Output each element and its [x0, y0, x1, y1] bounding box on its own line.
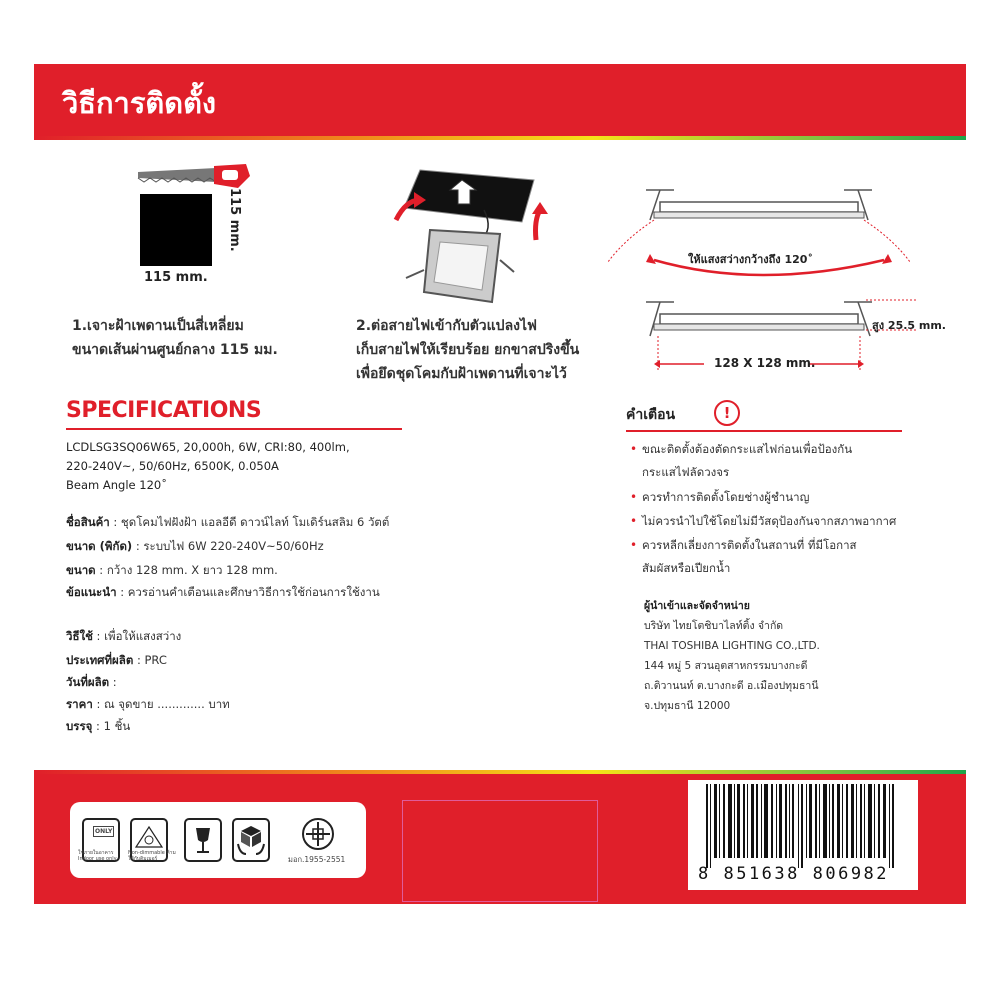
indoor-use-label: ใช้ภายในอาคาร Indoor use only	[78, 850, 117, 862]
exclamation-icon: !	[714, 400, 740, 426]
info-row: วันที่ผลิต :	[66, 675, 117, 689]
registration-mark-box	[402, 800, 598, 902]
step-2-line-3: เพื่อยึดชุดโคมกับฝ้าเพดานที่เจาะไว้	[356, 366, 567, 382]
size-label: 128 X 128 mm.	[714, 356, 816, 370]
fragile-glass-icon	[184, 818, 222, 862]
distributor-line: 144 หมู่ 5 สวนอุตสาหกรรมบางกะดี	[644, 660, 808, 672]
step-1-line-2: ขนาดเส้นผ่านศูนย์กลาง 115 มม.	[72, 342, 278, 358]
distributor-line: บริษัท ไทยโตชิบาไลท์ติ้ง จำกัด	[644, 620, 784, 632]
info-row: ขนาด : กว้าง 128 mm. X ยาว 128 mm.	[66, 563, 278, 577]
warning-item: • ควรหลีกเลี่ยงการติดตั้งในสถานที่ ที่มีโอกาส สัมผัสหรือเปียกน้ำ	[630, 538, 857, 575]
step-1-text	[72, 314, 278, 362]
tis-standard-icon	[300, 816, 336, 852]
rainbow-strip-top	[34, 136, 966, 140]
hole-height-label: 115 mm.	[227, 188, 242, 252]
non-dimmable-label: Non-dimmable ห้ามใช้กับดิมเมอร์	[128, 850, 176, 862]
step-2-line-2: เก็บสายไฟให้เรียบร้อย ยกขาสปริงขึ้น	[356, 342, 580, 358]
info-row: ข้อแนะนำ : ควรอ่านคำเตือนและศึกษาวิธีการใช้ก่อนการใช้งาน	[66, 585, 380, 599]
tis-number: มอก.1955-2551	[288, 855, 346, 864]
info-row: วิธีใช้ : เพื่อให้แสงสว่าง	[66, 629, 182, 643]
warning-item: • ควรทำการติดตั้งโดยช่างผู้ชำนาญ	[630, 490, 810, 504]
page-title: วิธีการติดตั้ง	[62, 86, 217, 120]
step-2-text	[356, 314, 579, 386]
info-row: ชื่อสินค้า : ชุดโคมไฟฝังฝ้า แอลอีดี ดาวน์ไลท์ โมเดิร์นสลิม 6 วัตต์	[66, 515, 390, 529]
handle-with-care-icon	[232, 818, 270, 862]
warning-item: • ไม่ควรนำไปใช้โดยไม่มีวัสดุป้องกันจากสภาพอากาศ	[630, 514, 897, 528]
indoor-use-icon: ONLY	[82, 818, 120, 862]
specifications-title: SPECIFICATIONS	[66, 398, 262, 423]
specifications-divider	[66, 428, 402, 430]
spec-line-3: Beam Angle 120˚	[66, 478, 167, 492]
step-2-line-1: 2.ต่อสายไฟเข้ากับตัวแปลงไฟ	[356, 318, 537, 334]
distributor-title: ผู้นำเข้าและจัดจำหน่าย	[644, 600, 750, 612]
beam-angle-label: ให้แสงสว่างกว้างถึง 120˚	[688, 253, 813, 266]
step-1-line-1: 1.เจาะฝ้าเพดานเป็นสี่เหลี่ยม	[72, 318, 244, 334]
warning-title: คำเตือน	[626, 407, 676, 423]
cutout-square-illustration	[140, 194, 212, 266]
hole-width-label: 115 mm.	[144, 270, 208, 285]
barcode-icon	[688, 784, 918, 868]
warning-divider	[626, 430, 902, 432]
info-row: ขนาด (พิกัด) : ระบบไฟ 6W 220-240V~50/60Hz	[66, 539, 324, 553]
spec-line-1: LCDLSG3SQ06W65, 20,000h, 6W, CRI:80, 400lm,	[66, 440, 350, 454]
info-row: บรรจุ : 1 ชิ้น	[66, 719, 131, 733]
height-label: สูง 25.5 mm.	[872, 319, 946, 332]
distributor-line: THAI TOSHIBA LIGHTING CO.,LTD.	[644, 640, 820, 652]
specifications-description	[66, 438, 350, 495]
header-bar	[34, 64, 966, 136]
spec-line-2: 220-240V~, 50/60Hz, 6500K, 0.050A	[66, 459, 279, 473]
info-row: ประเทศที่ผลิต : PRC	[66, 653, 167, 667]
barcode-number: 8 851638 806982	[698, 864, 890, 884]
distributor-line: จ.ปทุมธานี 12000	[644, 700, 731, 712]
distributor-line: ถ.ติวานนท์ ต.บางกะดี อ.เมืองปทุมธานี	[644, 680, 819, 692]
info-row: ราคา : ณ จุดขาย ............. บาท	[66, 697, 230, 711]
warning-item: • ขณะติดตั้งต้องตัดกระแสไฟก่อนเพื่อป้องกัน กระแสไฟลัดวงจร	[630, 442, 853, 479]
package-panel	[34, 64, 966, 904]
wiring-illustration	[384, 160, 564, 310]
